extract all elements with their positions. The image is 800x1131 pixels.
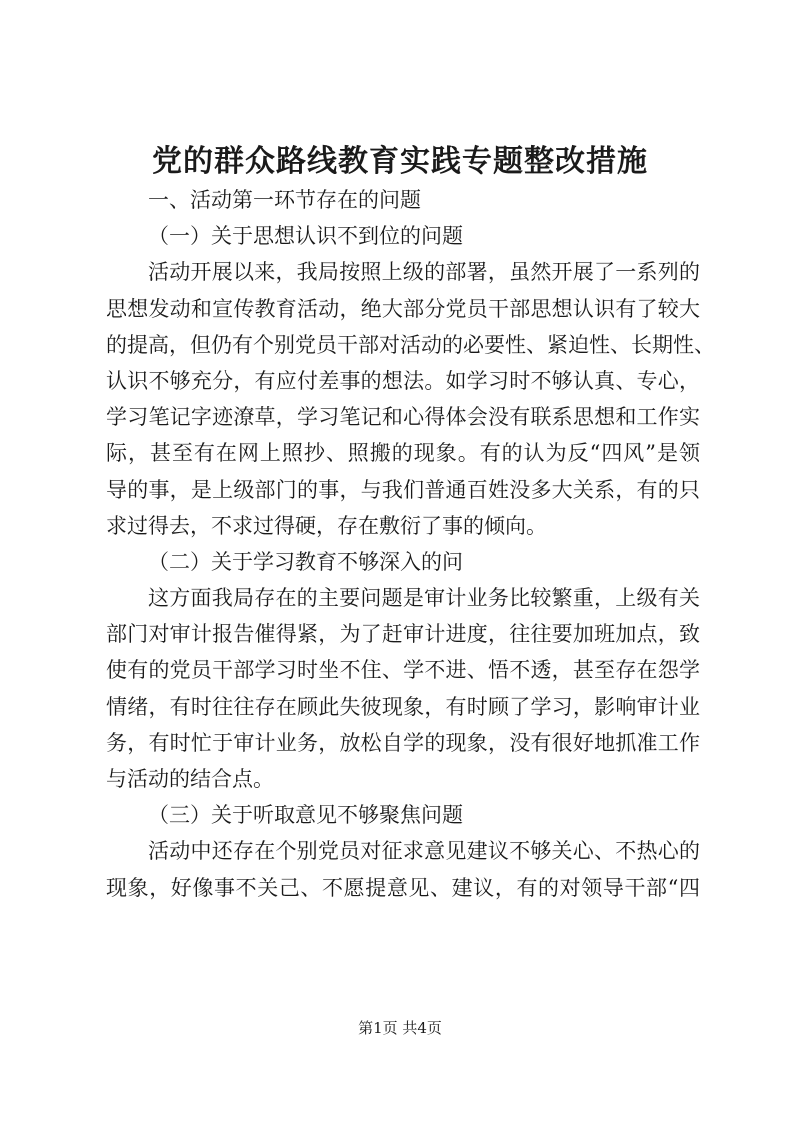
paragraph-line: 学习笔记字迹潦草，学习笔记和心得体会没有联系思想和工作实 — [106, 405, 700, 430]
paragraph-line: 认识不够充分，有应付差事的想法。如学习时不够认真、专心， — [106, 368, 700, 393]
paragraph-line: 活动开展以来，我局按照上级的部署，虽然开展了一系列的 — [148, 260, 700, 285]
paragraph-line: 务，有时忙于审计业务，放松自学的现象，没有很好地抓准工作 — [106, 730, 700, 755]
paragraph-line: 求过得去，不求过得硬，存在敷衍了事的倾向。 — [106, 513, 547, 538]
page-footer: 第1页 共4页 — [358, 1019, 442, 1037]
section-heading: （二）关于学习教育不够深入的问 — [148, 549, 463, 574]
document-title: 党的群众路线教育实践专题整改措施 — [152, 144, 648, 179]
document-body — [106, 182, 715, 906]
paragraph-line: 现象，好像事不关己、不愿提意见、建议，有的对领导干部“四 — [106, 875, 700, 900]
paragraph-line: 思想发动和宣传教育活动，绝大部分党员干部思想认识有了较大 — [106, 296, 700, 321]
section-heading: （三）关于听取意见不够聚焦问题 — [148, 803, 463, 828]
paragraph-line: 的提高，但仍有个别党员干部对活动的必要性、紧迫性、长期性、 — [106, 332, 715, 357]
paragraph-line: 与活动的结合点。 — [106, 767, 274, 791]
paragraph-line: 活动中还存在个别党员对征求意见建议不够关心、不热心的 — [148, 839, 700, 864]
section-heading: （一）关于思想认识不到位的问题 — [148, 224, 463, 249]
paragraph-line: 使有的党员干部学习时坐不住、学不进、悟不透，甚至存在怨学 — [106, 658, 700, 683]
paragraph-line: 际，甚至有在网上照抄、照搬的现象。有的认为反“四风”是领 — [106, 441, 700, 466]
paragraph-line: 情绪，有时往往存在顾此失彼现象，有时顾了学习，影响审计业 — [106, 694, 700, 719]
section-heading: 一、活动第一环节存在的问题 — [148, 188, 421, 212]
paragraph-line: 这方面我局存在的主要问题是审计业务比较繁重，上级有关 — [148, 586, 700, 611]
paragraph-line: 导的事，是上级部门的事，与我们普通百姓没多大关系，有的只 — [106, 477, 700, 502]
paragraph-line: 部门对审计报告催得紧，为了赶审计进度，往往要加班加点，致 — [106, 622, 700, 647]
